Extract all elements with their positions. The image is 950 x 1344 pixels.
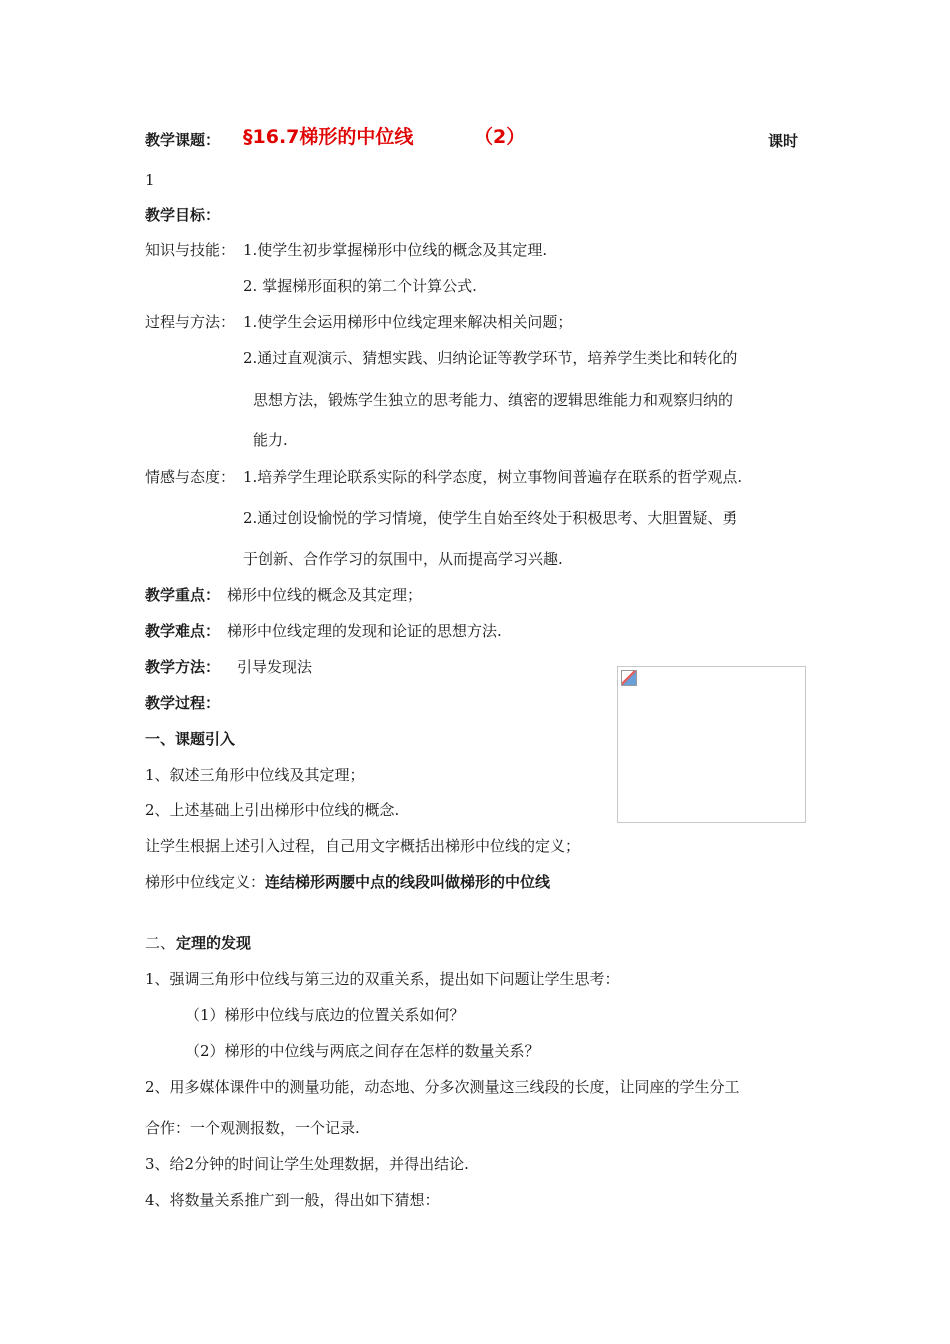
section1-note: 让学生根据上述引入过程，自己用文字概括出梯形中位线的定义； <box>145 837 581 855</box>
definition-label: 梯形中位线定义： <box>145 873 266 891</box>
section2-item-2-line-2: 合作：一个观测报数，一个记录. <box>145 1119 360 1137</box>
attitude-item-1: 1.培养学生理论联系实际的科学态度，树立事物间普遍存在联系的哲学观点. <box>243 468 743 486</box>
section2-question-1: （1）梯形中位线与底边的位置关系如何？ <box>185 1006 465 1024</box>
difficulty-text: 梯形中位线定理的发现和论证的思想方法. <box>227 622 502 640</box>
section2-item-3: 3、给2分钟的时间让学生处理数据，并得出结论. <box>145 1155 469 1173</box>
process-heading: 教学过程： <box>145 694 221 712</box>
section2-question-2: （2）梯形的中位线与两底之间存在怎样的数量关系？ <box>185 1042 540 1060</box>
lessons-label: 课时 <box>768 132 799 150</box>
objectives-heading: 教学目标： <box>145 206 221 224</box>
lesson-part: （2） <box>474 126 526 148</box>
definition-text: 连结梯形两腰中点的线段叫做梯形的中位线 <box>265 873 551 891</box>
section2-item-1: 1、强调三角形中位线与第三边的双重关系，提出如下问题让学生思考： <box>145 970 620 988</box>
attitude-item-2-line-2: 于创新、合作学习的氛围中，从而提高学习兴趣. <box>243 550 563 568</box>
process-item-2-line-2: 思想方法，锻炼学生独立的思考能力、缜密的逻辑思维能力和观察归纳的 <box>253 391 734 409</box>
broken-image-icon <box>621 670 637 686</box>
process-item-2-line-3: 能力. <box>253 431 288 449</box>
knowledge-item-1: 1.使学生初步掌握梯形中位线的概念及其定理. <box>243 241 548 259</box>
topic-label: 教学课题： <box>145 131 221 149</box>
section1-item-2: 2、上述基础上引出梯形中位线的概念. <box>145 801 400 819</box>
process-item-2-line-1: 2.通过直观演示、猜想实践、归纳论证等教学环节，培养学生类比和转化的 <box>243 349 738 367</box>
focus-label: 教学重点： <box>145 586 221 604</box>
section1-item-1: 1、叙述三角形中位线及其定理； <box>145 766 365 784</box>
lessons-value: 1 <box>145 171 155 189</box>
process-label: 过程与方法： <box>145 313 236 331</box>
figure-image-placeholder <box>617 666 806 823</box>
section2-item-4: 4、将数量关系推广到一般，得出如下猜想： <box>145 1191 440 1209</box>
section2-prefix: 二、 <box>145 934 176 952</box>
lesson-title: §16.7梯形的中位线 <box>243 126 414 148</box>
method-text: 引导发现法 <box>237 658 313 676</box>
knowledge-label: 知识与技能： <box>145 241 236 259</box>
knowledge-item-2: 2. 掌握梯形面积的第二个计算公式. <box>243 277 477 295</box>
section1-heading: 一、课题引入 <box>145 730 236 748</box>
focus-text: 梯形中位线的概念及其定理； <box>227 586 423 604</box>
attitude-label: 情感与态度： <box>145 468 236 486</box>
difficulty-label: 教学难点： <box>145 622 221 640</box>
method-label: 教学方法： <box>145 658 221 676</box>
section2-item-2-line-1: 2、用多媒体课件中的测量功能，动态地、分多次测量这三线段的长度，让同座的学生分工 <box>145 1078 740 1096</box>
section2-heading: 定理的发现 <box>176 934 252 952</box>
attitude-item-2-line-1: 2.通过创设愉悦的学习情境，使学生自始至终处于积极思考、大胆置疑、勇 <box>243 509 738 527</box>
process-item-1: 1.使学生会运用梯形中位线定理来解决相关问题； <box>243 313 573 331</box>
